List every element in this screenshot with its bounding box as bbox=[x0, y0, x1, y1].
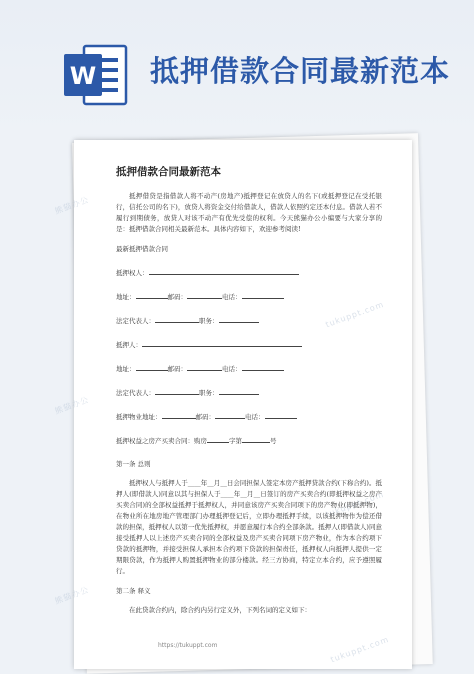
phone-label: 电话： bbox=[222, 293, 242, 301]
watermark-text: tukuppt.com bbox=[329, 634, 391, 665]
svg-text:W: W bbox=[69, 62, 97, 90]
footer-url: https://tukuppt.com bbox=[158, 642, 218, 649]
number-blank bbox=[242, 435, 270, 443]
mortgagor-blank bbox=[142, 339, 302, 347]
article1-heading: 第一条 总则 bbox=[116, 460, 151, 468]
contract-name: 最新抵押借款合同 bbox=[116, 245, 168, 253]
document-content bbox=[116, 164, 382, 616]
legal-rep-blank bbox=[155, 315, 199, 323]
position-label: 职务： bbox=[199, 317, 219, 325]
property-address-line bbox=[116, 411, 382, 423]
address-label: 地址： bbox=[116, 365, 136, 373]
intro-paragraph: 抵押借贷是指借款人将不动产(房地产)抵押登记在放贷人的名下(或抵押登记在受托银行，信托公司的名下)，放贷人将资金交付给借款人，借款人依照约定还本付息。借款人若不履行到期债务，放贷人对该不动产有优先受偿的权利。今天熊猫办公小编要与大家分享的是：抵押借款合同相关最新范本。具体内容如下，欢迎参考阅读! bbox=[116, 192, 382, 233]
address-blank bbox=[136, 363, 168, 371]
document-title: 抵押借款合同最新范本 bbox=[116, 166, 221, 178]
legal-rep-line-2 bbox=[116, 387, 382, 399]
postcode-label: 邮码： bbox=[167, 293, 187, 301]
property-postcode-label: 邮码： bbox=[195, 413, 215, 421]
mortgagee-label: 抵押权人： bbox=[116, 269, 149, 277]
watermark-text: 熊猫办公 bbox=[53, 195, 91, 216]
postcode-blank bbox=[187, 291, 222, 299]
property-phone-label: 电话： bbox=[245, 413, 265, 421]
word-icon bbox=[62, 40, 128, 110]
legal-rep-blank bbox=[155, 387, 199, 395]
address-line-2 bbox=[116, 363, 382, 375]
article2-body: 在此贷款合约内，除合约内另行定义外，下列名词的定义如下： bbox=[129, 606, 311, 614]
mortgagee-line bbox=[116, 267, 382, 279]
mortgagee-blank bbox=[149, 267, 299, 275]
property-postcode-blank bbox=[215, 411, 245, 419]
legal-rep-line bbox=[116, 315, 382, 327]
position-blank bbox=[219, 315, 259, 323]
property-contract-label: 抵押权益之房产买卖合同：购房 bbox=[116, 437, 207, 445]
legal-rep-label: 法定代表人： bbox=[116, 389, 155, 397]
position-label: 职务： bbox=[199, 389, 219, 397]
zi-label: 字第 bbox=[229, 437, 242, 445]
watermark-text: 熊猫办公 bbox=[53, 585, 91, 606]
address-label: 地址： bbox=[116, 293, 136, 301]
watermark-text: 熊猫办公 bbox=[53, 395, 91, 416]
legal-rep-label: 法定代表人： bbox=[116, 317, 155, 325]
hao-label: 号 bbox=[270, 437, 277, 445]
property-contract-line bbox=[116, 435, 382, 447]
article1-body: 抵押权人与抵押人于____年__月__日会同担保人签定本房产抵押贷款合约(下称合约)。抵押人(即借款人)同意以其与担保人于____年__月__日签订的房产买卖合约(即抵押权益之房产买卖合同)的全部权益抵押于抵押权人，并同意该房产买卖合同项下的房产物业(即抵押物)，在物业所在地房地产管理部门办理抵押登记后，立即办理抵押手续，以该抵押物作为偿还借款的担保，抵押权人以第一优先抵押权，并愿意履行本合约全部条款。抵押人(即借款人)同意接受抵押人以上述房产买卖合同的全部权益及房产买卖合同项下房产物业，作为本合约项下贷款的抵押物，并接受担保人承担本合约项下贷款的担保责任，抵押权人向抵押人提供一定期限贷款，作为抵押人购置抵押物业的部分楼款。经三方协商，特定立本合约，应予遵照履行。 bbox=[116, 479, 382, 575]
phone-blank bbox=[242, 363, 284, 371]
mortgagor-label: 抵押人： bbox=[116, 341, 142, 349]
mortgagor-line bbox=[116, 339, 382, 351]
watermark-text: tukuppt.com bbox=[324, 489, 386, 520]
phone-blank bbox=[242, 291, 284, 299]
page-title: 抵押借款合同最新范本 bbox=[150, 54, 451, 88]
position-blank bbox=[219, 387, 259, 395]
property-address-label: 抵押物业地址： bbox=[116, 413, 162, 421]
postcode-label: 邮码： bbox=[167, 365, 187, 373]
property-contract-blank bbox=[207, 435, 229, 443]
address-blank bbox=[136, 291, 168, 299]
postcode-blank bbox=[187, 363, 222, 371]
address-line bbox=[116, 291, 382, 303]
phone-label: 电话： bbox=[222, 365, 242, 373]
watermark-text: tukuppt.com bbox=[324, 299, 386, 330]
article2-heading: 第二条 释义 bbox=[116, 587, 151, 595]
property-address-blank bbox=[162, 411, 196, 419]
document-page bbox=[53, 140, 412, 669]
property-phone-blank bbox=[265, 411, 297, 419]
